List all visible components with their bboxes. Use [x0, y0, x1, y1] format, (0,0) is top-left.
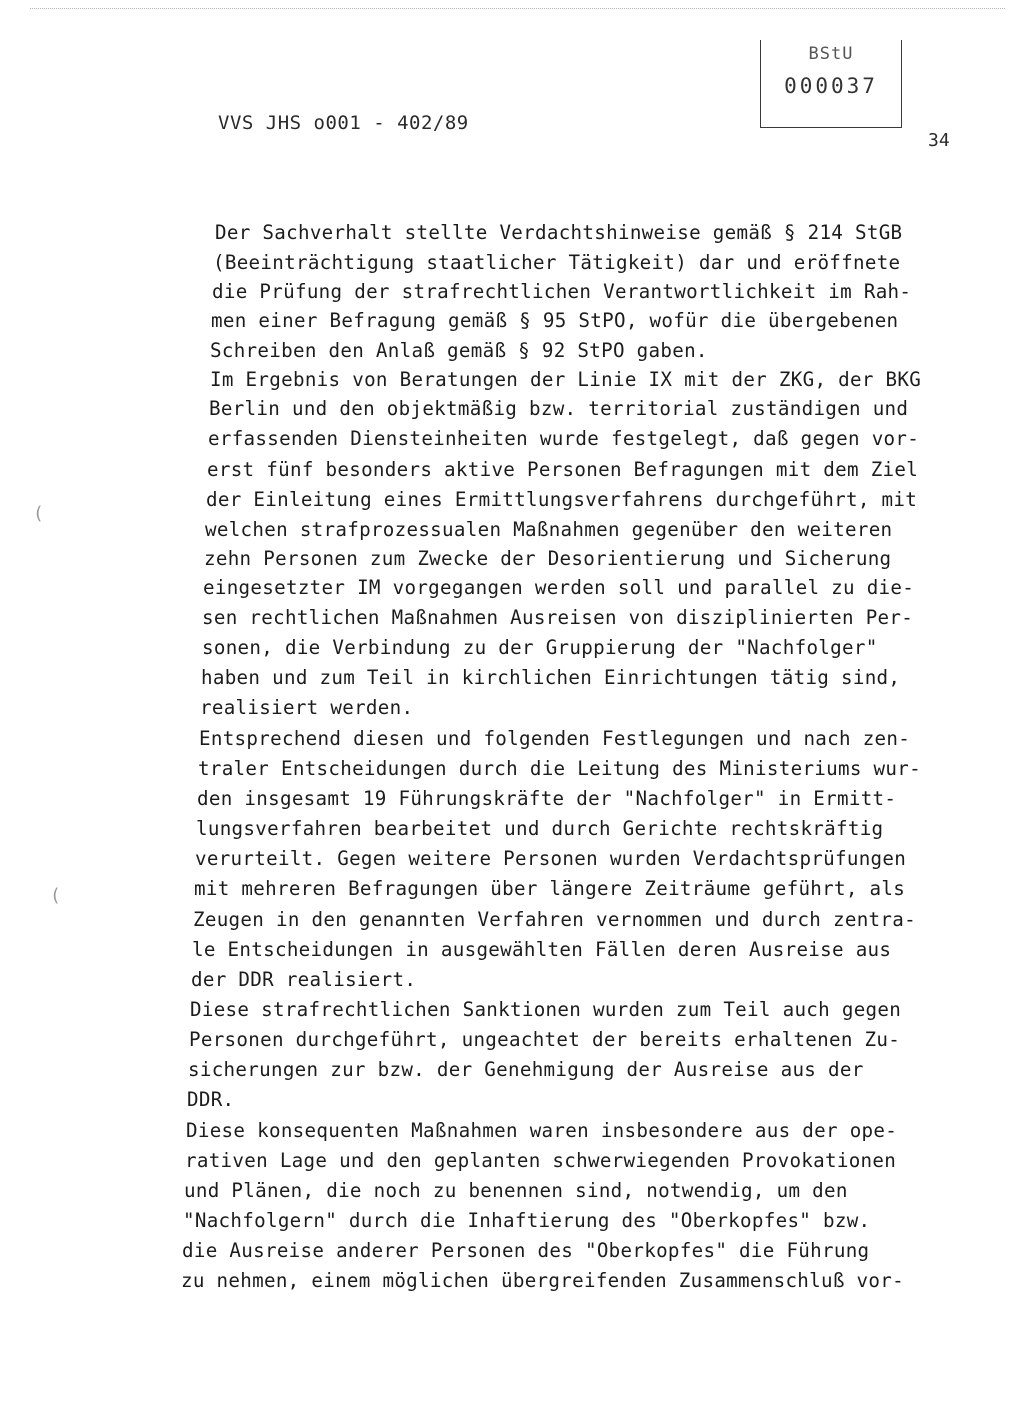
body-line: die Prüfung der strafrechtlichen Verantwortlichkeit im Rah-: [212, 280, 912, 303]
body-line: traler Entscheidungen durch die Leitung des Ministeriums wur-: [198, 757, 921, 780]
body-line: sicherungen zur bzw. der Genehmigung der Ausreise aus der: [188, 1058, 864, 1081]
body-line: verurteilt. Gegen weitere Personen wurden Verdachtsprüfungen: [195, 847, 907, 870]
body-line: sen rechtlichen Maßnahmen Ausreisen von disziplinierten Per-: [202, 606, 914, 629]
body-line: sonen, die Verbindung zu der Gruppierung der "Nachfolger": [202, 636, 878, 659]
stamp-number: 000037: [784, 74, 878, 98]
body-line: der Einleitung eines Ermittlungsverfahrens durchgeführt, mit: [206, 488, 918, 511]
body-line: (Beeinträchtigung staatlicher Tätigkeit) dar und eröffnete: [213, 251, 901, 274]
body-line: rativen Lage und den geplanten schwerwiegenden Provokationen: [185, 1149, 897, 1172]
body-line: lungsverfahren bearbeitet und durch Gerichte rechtskräftig: [196, 817, 884, 840]
body-line: den insgesamt 19 Führungskräfte der "Nachfolger" in Ermitt-: [197, 787, 897, 810]
body-line: le Entscheidungen in ausgewählten Fällen deren Ausreise aus: [192, 938, 892, 961]
body-line: Zeugen in den genannten Verfahren vernommen und durch zentra-: [193, 908, 916, 931]
document-reference: VVS JHS o001 - 402/89: [218, 112, 469, 134]
body-line: Im Ergebnis von Beratungen der Linie IX mit der ZKG, der BKG: [210, 368, 922, 391]
body-line: "Nachfolgern" durch die Inhaftierung des "Oberkopfes" bzw.: [183, 1209, 871, 1232]
body-line: realisiert werden.: [200, 696, 414, 719]
body-line: Schreiben den Anlaß gemäß § 92 StPO gaben.: [210, 339, 708, 362]
body-line: zu nehmen, einem möglichen übergreifenden Zusammenschluß vor-: [181, 1269, 904, 1292]
margin-mark: (: [33, 503, 44, 524]
body-line: Personen durchgeführt, ungeachtet der bereits erhaltenen Zu-: [189, 1028, 901, 1051]
body-line: Berlin und den objektmäßig bzw. territorial zuständigen und: [209, 397, 909, 420]
page-number: 34: [928, 130, 950, 151]
body-line: haben und zum Teil in kirchlichen Einrichtungen tätig sind,: [201, 666, 901, 689]
body-line: welchen strafprozessualen Maßnahmen gegenüber den weiteren: [205, 518, 893, 541]
body-line: erst fünf besonders aktive Personen Befragungen mit dem Ziel: [207, 458, 919, 481]
body-line: Diese strafrechtlichen Sanktionen wurden zum Teil auch gegen: [190, 998, 902, 1021]
stamp-org: BStU: [808, 44, 854, 64]
body-line: men einer Befragung gemäß § 95 StPO, wofür die übergebenen: [211, 309, 899, 332]
body-line: eingesetzter IM vorgegangen werden soll und parallel zu die-: [203, 576, 915, 599]
body-line: Der Sachverhalt stellte Verdachtshinweise gemäß § 214 StGB: [215, 221, 903, 244]
margin-mark: (: [50, 885, 61, 906]
body-line: die Ausreise anderer Personen des "Oberkopfes" die Führung: [182, 1239, 870, 1262]
body-line: der DDR realisiert.: [191, 968, 417, 991]
body-line: mit mehreren Befragungen über längere Zeiträume geführt, als: [194, 877, 906, 900]
body-line: und Plänen, die noch zu benennen sind, notwendig, um den: [184, 1179, 848, 1202]
body-line: erfassenden Diensteinheiten wurde festgelegt, daß gegen vor-: [208, 427, 920, 450]
body-line: Entsprechend diesen und folgenden Festlegungen und nach zen-: [199, 727, 911, 750]
body-line: DDR.: [187, 1088, 235, 1111]
body-line: zehn Personen zum Zwecke der Desorientierung und Sicherung: [204, 547, 892, 570]
body-line: Diese konsequenten Maßnahmen waren insbesondere aus der ope-: [186, 1119, 898, 1142]
